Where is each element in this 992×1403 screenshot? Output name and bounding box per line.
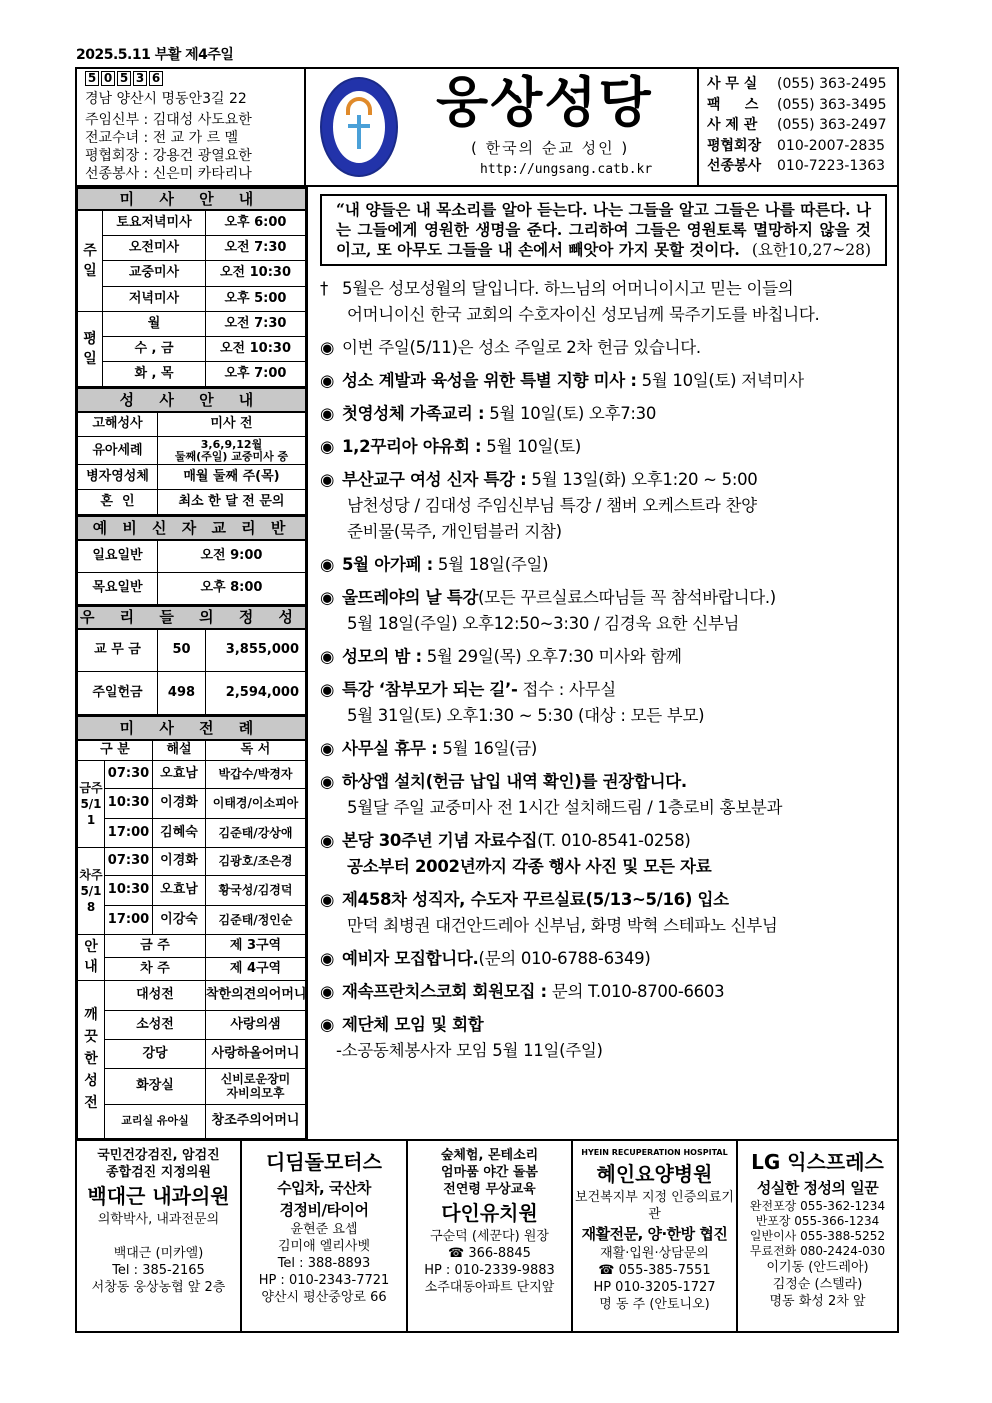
offering-count: 498 [158, 672, 206, 715]
notice-line [320, 368, 897, 394]
ad-line: ☎ 366-8845 [448, 1245, 531, 1261]
commentator: 오효남 [153, 875, 206, 905]
issue-date: 2025.5.11 부활 제4주일 [76, 47, 234, 63]
ad-line: 경정비/타이어 [279, 1200, 369, 1219]
right-column [308, 187, 897, 1139]
mass-name: 교중미사 [103, 260, 206, 286]
mass-time: 17:00 [105, 905, 153, 934]
notice-item [320, 368, 897, 394]
sunday-label: 주일 [78, 210, 103, 311]
column-header: 해설 [153, 740, 206, 760]
notice-line [320, 644, 897, 670]
notice-title: 첫영성체 가족교리 : [342, 404, 485, 423]
bullet-icon: ◉ [320, 338, 335, 357]
commentator: 김혜숙 [153, 818, 206, 847]
ad-box [408, 1141, 573, 1331]
contact-number: (055) 363-2497 [777, 117, 887, 133]
offering-type: 주일헌금 [78, 672, 158, 715]
ad-line: 숲체험, 몬테소리 [440, 1147, 539, 1163]
scripture-text: “내 양들은 내 목소리를 알아 듣는다. 나는 그들을 알고 그들은 나를 따른다. 나는 그들에게 영원한 생명을 준다. 그리하여 그들은 영원토록 멸망하지 않을 것이고, 또 아무도 그들을 내 손에서 빼앗아 가지 못할 것이다. [336, 200, 871, 259]
sacrament-info: 매월 둘째 주(목) [158, 465, 306, 490]
ad-name: 혜인요양병원 [596, 1161, 713, 1186]
contact-number: (055) 363-2495 [777, 76, 887, 92]
notice-title: 예비자 모집합니다. [342, 949, 479, 968]
mass-day: 수 , 금 [103, 336, 206, 361]
mass-time: 07:30 [105, 847, 153, 875]
zip-digit: 3 [133, 71, 147, 86]
left-column [77, 187, 308, 1139]
notice-line [320, 585, 897, 611]
notice-line [320, 552, 897, 578]
contact-label: 평협회장 [707, 137, 762, 154]
mass-schedule-table [77, 187, 306, 387]
notice-text: 접수 : 사무실 [517, 680, 616, 699]
cleaning-group: 사랑의샘 [206, 1010, 306, 1039]
notice-title: 특강 ‘참부모가 되는 길’- [342, 680, 518, 699]
ad-name: 백대근 내과의원 [87, 1183, 230, 1208]
contact-row [707, 74, 893, 95]
contact-label: 선종봉사 [707, 158, 762, 174]
contact-label: 사 무 실 [707, 76, 758, 92]
commentator: 이강숙 [153, 905, 206, 934]
mass-time: 오후 5:00 [206, 286, 306, 311]
ad-line: 종합검진 지정의원 [106, 1164, 211, 1180]
mass-time: 07:30 [105, 760, 153, 788]
bullet-icon: ◉ [320, 1015, 335, 1034]
contacts [699, 69, 897, 185]
mass-time: 오전 7:30 [206, 235, 306, 260]
bulletin-frame [75, 67, 899, 1333]
readers: 이태경/이소피아 [206, 788, 306, 818]
bullet-icon: ◉ [320, 555, 335, 574]
notice-item [320, 677, 897, 729]
ad-line: 반포장 055-366-1234 [755, 1213, 880, 1228]
notice-line [320, 276, 897, 302]
notice-detail: 5월달 주일 교중미사 전 1시간 설치해드림 / 1층로비 홍보분과 [347, 798, 783, 817]
ad-name: 다인유치원 [441, 1200, 538, 1225]
notice-text: 5월은 성모성월의 달입니다. 하느님의 어머니이시고 믿는 이들의 [342, 279, 794, 298]
bullet-icon: ◉ [320, 831, 335, 850]
cleaning-group: 창조주의어머니 [206, 1104, 306, 1138]
notice-text: (모든 꾸르실료스따님들 꼭 참석바랍니다.) [478, 588, 776, 607]
bullet-icon: ◉ [320, 437, 335, 456]
mass-time: 오후 6:00 [206, 210, 306, 235]
notice-detail: 만덕 최병권 대건안드레아 신부님, 화명 박혁 스테파노 신부님 [347, 916, 778, 935]
notice-title: 재속프란치스코회 회원모집 : [342, 982, 547, 1001]
notice-text: 5월 13일(화) 오후1:20 ~ 5:00 [526, 470, 758, 489]
ad-line: 전연령 무상교육 [443, 1181, 536, 1197]
notice-line [320, 434, 897, 460]
notice-text: 5월 10일(토) 오후7:30 [484, 404, 657, 423]
week-label: 차주 5/18 [78, 847, 105, 934]
bullet-icon: ◉ [320, 949, 335, 968]
masthead [306, 69, 699, 185]
ad-line: 성실한 정성의 일꾼 [756, 1178, 879, 1197]
parish-title: 웅상성당 [436, 71, 653, 134]
guide-week: 차 주 [105, 957, 206, 980]
bullet-icon: ◉ [320, 890, 335, 909]
ad-name: 디딤돌모터스 [266, 1149, 382, 1174]
main-body [77, 187, 897, 1139]
column-header: 구 분 [78, 740, 153, 760]
class-name: 일요일반 [78, 540, 158, 572]
ad-box [738, 1141, 897, 1331]
mass-name: 오전미사 [103, 235, 206, 260]
cleaning-group-line: 자비의모후 [226, 1086, 285, 1100]
mass-name: 토요저녁미사 [103, 210, 206, 235]
bullet-icon: ◉ [320, 647, 335, 666]
staff-line: 전교수녀 : 전 교 가 르 멜 [85, 130, 239, 146]
notice-text: 문의 T.010-8700-6603 [546, 982, 725, 1001]
parish-subtitle: ( 한국의 순교 성인 ) [471, 139, 630, 157]
cleaning-group: 착한의견의어머니 [206, 980, 306, 1010]
ad-line: 완전포장 055-362-1234 [749, 1198, 886, 1213]
ad-line: HP : 010-2339-9883 [424, 1262, 555, 1278]
notice-title: 제458차 성직자, 수도자 꾸르실료(5/13~5/16) 입소 [342, 890, 729, 909]
zip-code [85, 71, 296, 88]
notice-detail: 준비물(묵주, 개인텀블러 지참) [347, 522, 562, 541]
ad-line: HP 010-3205-1727 [593, 1279, 716, 1295]
notice-title: 하상앱 설치(헌금 납입 내역 확인)를 권장합니다. [342, 772, 687, 791]
sacrament-name: 유아세례 [78, 437, 158, 465]
notice-item [320, 828, 897, 880]
bullet-icon: ◉ [320, 404, 335, 423]
zip-digit: 5 [85, 71, 99, 86]
notice-item [320, 887, 897, 939]
contact-row [707, 95, 893, 116]
notice-text: (문의 010-6788-6349) [478, 949, 651, 968]
section-title: 우 리 들 의 정 성 [78, 606, 306, 629]
notice-title: 1,2꾸리아 야유회 : [342, 437, 482, 456]
sacrament-name: 고해성사 [78, 412, 158, 437]
bullet-icon: ◉ [320, 982, 335, 1001]
contact-number: (055) 363-3495 [777, 96, 887, 113]
notice-line [320, 946, 897, 972]
commentator: 이경화 [153, 788, 206, 818]
mass-time: 10:30 [105, 875, 153, 905]
section-title: 성 사 안 내 [78, 388, 306, 412]
offering-amount: 3,855,000 [206, 629, 306, 672]
mass-time: 오전 10:30 [206, 336, 306, 361]
notice-title: 본당 30주년 기념 자료수집 [342, 831, 538, 850]
ad-line: 수입차, 국산차 [277, 1178, 371, 1197]
offering-table [77, 605, 306, 716]
notice-line [320, 828, 897, 854]
ad-line: 무료전화 080-2424-030 [749, 1243, 886, 1258]
notice-title: 5월 아가페 : [342, 555, 433, 574]
notice-item [320, 769, 897, 821]
zip-digit: 0 [101, 71, 115, 86]
ad-line: HP : 010-2343-7721 [258, 1272, 390, 1288]
scripture-reference: (요한10,27~28) [751, 241, 871, 259]
parish-logo-icon [320, 77, 398, 177]
bullet-icon: ◉ [320, 772, 335, 791]
notice-line [320, 979, 897, 1005]
ad-line: 엄마품 야간 돌봄 [441, 1164, 538, 1180]
bullet-icon: ◉ [320, 470, 335, 489]
guide-district: 제 4구역 [206, 957, 306, 980]
bullet-icon: ◉ [320, 680, 335, 699]
cleaning-place: 화장실 [105, 1068, 206, 1104]
ad-line: 김미애 엘리사벳 [277, 1238, 371, 1254]
bullet-icon: ◉ [320, 588, 335, 607]
ad-line: 보건복지부 지정 인증의료기관 [575, 1189, 734, 1222]
ad-line: 백대근 (미카엘) [113, 1245, 204, 1261]
weekday-label: 평일 [78, 311, 103, 386]
ad-line: 의학박사, 내과전문의 [97, 1211, 220, 1227]
staff-line: 평협회장 : 강용건 광열요한 [85, 148, 252, 164]
notice-line [320, 769, 897, 795]
ad-line: HYEIN RECUPERATION HOSPITAL [581, 1147, 728, 1157]
ad-line: 김정순 (스텔라) [772, 1276, 863, 1292]
guide-label: 안내 [78, 934, 105, 980]
zip-digit: 6 [149, 71, 163, 86]
notice-title: 사무실 휴무 : [342, 739, 438, 758]
contact-row [707, 115, 893, 136]
cleaning-label: 깨끗한성전 [78, 980, 105, 1138]
scripture-quote [320, 194, 887, 266]
ad-line: 소주대동아파트 단지앞 [424, 1279, 555, 1295]
notice-detail: 남천성당 / 김대성 주임신부님 특강 / 챔버 오케스트라 찬양 [347, 496, 757, 515]
notice-text: (T. 010-8541-0258) [537, 831, 691, 850]
mass-day: 월 [103, 311, 206, 336]
notice-item [320, 736, 897, 762]
notice-text: 5월 18일(주일) [432, 555, 549, 574]
notice-line [320, 401, 897, 427]
readers: 김광호/조은경 [206, 847, 306, 875]
cleaning-group [206, 1068, 306, 1104]
cleaning-place: 소성전 [105, 1010, 206, 1039]
notice-line [320, 1012, 897, 1038]
contact-label: 팩 스 [707, 96, 759, 113]
guide-district: 제 3구역 [206, 934, 306, 957]
ad-line: 국민건강검진, 암검진 [97, 1147, 220, 1163]
notice-text: 이번 주일(5/11)은 성소 주일로 2차 헌금 있습니다. [342, 338, 701, 357]
notice-text: 5월 29일(목) 오후7:30 미사와 함께 [421, 647, 682, 666]
mass-time: 오전 7:30 [206, 311, 306, 336]
notice-line [320, 677, 897, 703]
ad-line: ☎ 055-385-7551 [598, 1262, 711, 1278]
notice-item [320, 401, 897, 427]
notice-title: 성소 계발과 육성을 위한 특별 지향 미사 : [342, 371, 637, 390]
ad-box [573, 1141, 738, 1331]
sacrament-name: 혼 인 [78, 490, 158, 515]
ad-line: 이기동 (안드레아) [766, 1259, 869, 1275]
cleaning-group: 사랑하올어머니 [206, 1039, 306, 1068]
notice-text: 5월 16일(금) [437, 739, 538, 758]
ad-name: LG 익스프레스 [751, 1149, 884, 1174]
notice-text: 5월 10일(토) [481, 437, 582, 456]
parish-info [77, 69, 306, 185]
liturgy-table [77, 715, 306, 1139]
ad-line: 양산시 평산중앙로 66 [261, 1289, 387, 1305]
catechism-table [77, 515, 306, 605]
notice-detail: -소공동체봉사자 모임 5월 11일(주일) [336, 1041, 603, 1060]
week-label: 금주 5/11 [78, 760, 105, 847]
ad-line: Tel : 388-8893 [277, 1255, 371, 1271]
notice-detail: 5월 31일(토) 오후1:30 ~ 5:30 (대상 : 모든 부모) [347, 706, 705, 725]
section-title: 미 사 전 례 [78, 716, 306, 740]
readers: 김준태/정인순 [206, 905, 306, 934]
ad-line: 구순덕 (세꾼다) 원장 [430, 1228, 549, 1244]
ad-line: 명 동 주 (안토니오) [599, 1296, 710, 1312]
notice-text: 5월 10일(토) 저녁미사 [636, 371, 804, 390]
sacrament-info: 미사 전 [158, 412, 306, 437]
commentator: 이경화 [153, 847, 206, 875]
notice-title: 부산교구 여성 신자 특강 : [342, 470, 527, 489]
notice-detail: 어머니이신 한국 교회의 수호자이신 성모님께 묵주기도를 바칩니다. [347, 305, 820, 324]
offering-amount: 2,594,000 [206, 672, 306, 715]
sacrament-info [158, 437, 306, 465]
mass-day: 화 , 목 [103, 361, 206, 386]
readers: 황국성/김경덕 [206, 875, 306, 905]
class-time: 오전 9:00 [158, 540, 306, 572]
commentator: 오효남 [153, 760, 206, 788]
cleaning-place: 교리실 유아실 [105, 1104, 206, 1138]
ad-box [77, 1141, 242, 1331]
ad-line: Tel : 385-2165 [112, 1262, 205, 1278]
class-name: 목요일반 [78, 572, 158, 604]
sacrament-info: 최소 한 달 전 문의 [158, 490, 306, 515]
ad-line: 재활·입원·상담문의 [600, 1245, 709, 1261]
notice-title: 울뜨레야의 날 특강 [342, 588, 479, 607]
notice-item [320, 946, 897, 972]
ad-line [79, 1228, 238, 1245]
mass-name: 저녁미사 [103, 286, 206, 311]
notice-line [320, 736, 897, 762]
sacrament-name: 병자영성체 [78, 465, 158, 490]
ad-line: 서창동 웅상농협 앞 2층 [91, 1279, 226, 1295]
notice-item [320, 276, 897, 328]
notice-line [320, 467, 897, 493]
notice-title: 제단체 모임 및 회합 [342, 1015, 484, 1034]
cleaning-place: 강당 [105, 1039, 206, 1068]
bullet-icon: ◉ [320, 371, 335, 390]
ad-line: 재활전문, 양·한방 협진 [581, 1224, 728, 1243]
notice-item [320, 335, 897, 361]
zip-digit: 5 [117, 71, 131, 86]
readers: 김준태/강상애 [206, 818, 306, 847]
notice-item [320, 467, 897, 545]
column-header: 독 서 [206, 740, 306, 760]
notice-item [320, 979, 897, 1005]
readers: 박갑수/박경자 [206, 760, 306, 788]
staff-line: 주임신부 : 김대성 사도요한 [85, 112, 252, 128]
contact-row [707, 156, 893, 177]
contact-row [707, 136, 893, 157]
notice-item [320, 1012, 897, 1064]
header [77, 69, 897, 187]
offering-count: 50 [158, 629, 206, 672]
notice-detail: 공소부터 2002년까지 각종 행사 사진 및 모든 자료 [347, 857, 712, 876]
notice-detail: 5월 18일(주일) 오후12:50~3:30 / 김경욱 요한 신부님 [347, 614, 740, 633]
ad-line: 윤현준 요셉 [290, 1221, 358, 1237]
mass-time: 17:00 [105, 818, 153, 847]
notice-item [320, 434, 897, 460]
mass-time: 10:30 [105, 788, 153, 818]
bullet-icon: ◉ [320, 739, 335, 758]
mass-time: 오전 10:30 [206, 260, 306, 286]
notice-item [320, 644, 897, 670]
notice-line [320, 887, 897, 913]
sacrament-info-line: 둘째(주일) 교중미사 중 [174, 449, 289, 463]
notices-list [320, 276, 897, 1064]
address: 경남 양산시 명동안3길 22 [85, 91, 247, 107]
notice-line [320, 335, 897, 361]
ad-box [242, 1141, 408, 1331]
cleaning-group-line: 신비로운장미 [220, 1072, 291, 1086]
section-title: 미 사 안 내 [78, 188, 306, 210]
ads-row [77, 1139, 897, 1331]
contact-number: 010-2007-2835 [777, 137, 886, 154]
cross-icon: † [320, 279, 328, 298]
class-time: 오후 8:00 [158, 572, 306, 604]
guide-week: 금 주 [105, 934, 206, 957]
contact-number: 010-7223-1363 [777, 158, 886, 174]
cleaning-place: 대성전 [105, 980, 206, 1010]
staff-line: 선종봉사 : 신은미 카타리나 [85, 166, 252, 182]
sacrament-table [77, 387, 306, 516]
contact-label: 사 제 관 [707, 117, 758, 133]
notice-item [320, 585, 897, 637]
section-title: 예 비 신 자 교 리 반 [78, 516, 306, 540]
parish-url[interactable]: http://ungsang.catb.kr [480, 162, 653, 177]
notice-item [320, 552, 897, 578]
offering-type: 교 무 금 [78, 629, 158, 672]
mass-time: 오후 7:00 [206, 361, 306, 386]
sacrament-info-line: 3,6,9,12월 [200, 437, 263, 451]
ad-line: 명동 화성 2차 앞 [769, 1293, 866, 1309]
ad-line: 일반이사 055-388-5252 [749, 1228, 886, 1243]
notice-title: 성모의 밤 : [342, 647, 422, 666]
